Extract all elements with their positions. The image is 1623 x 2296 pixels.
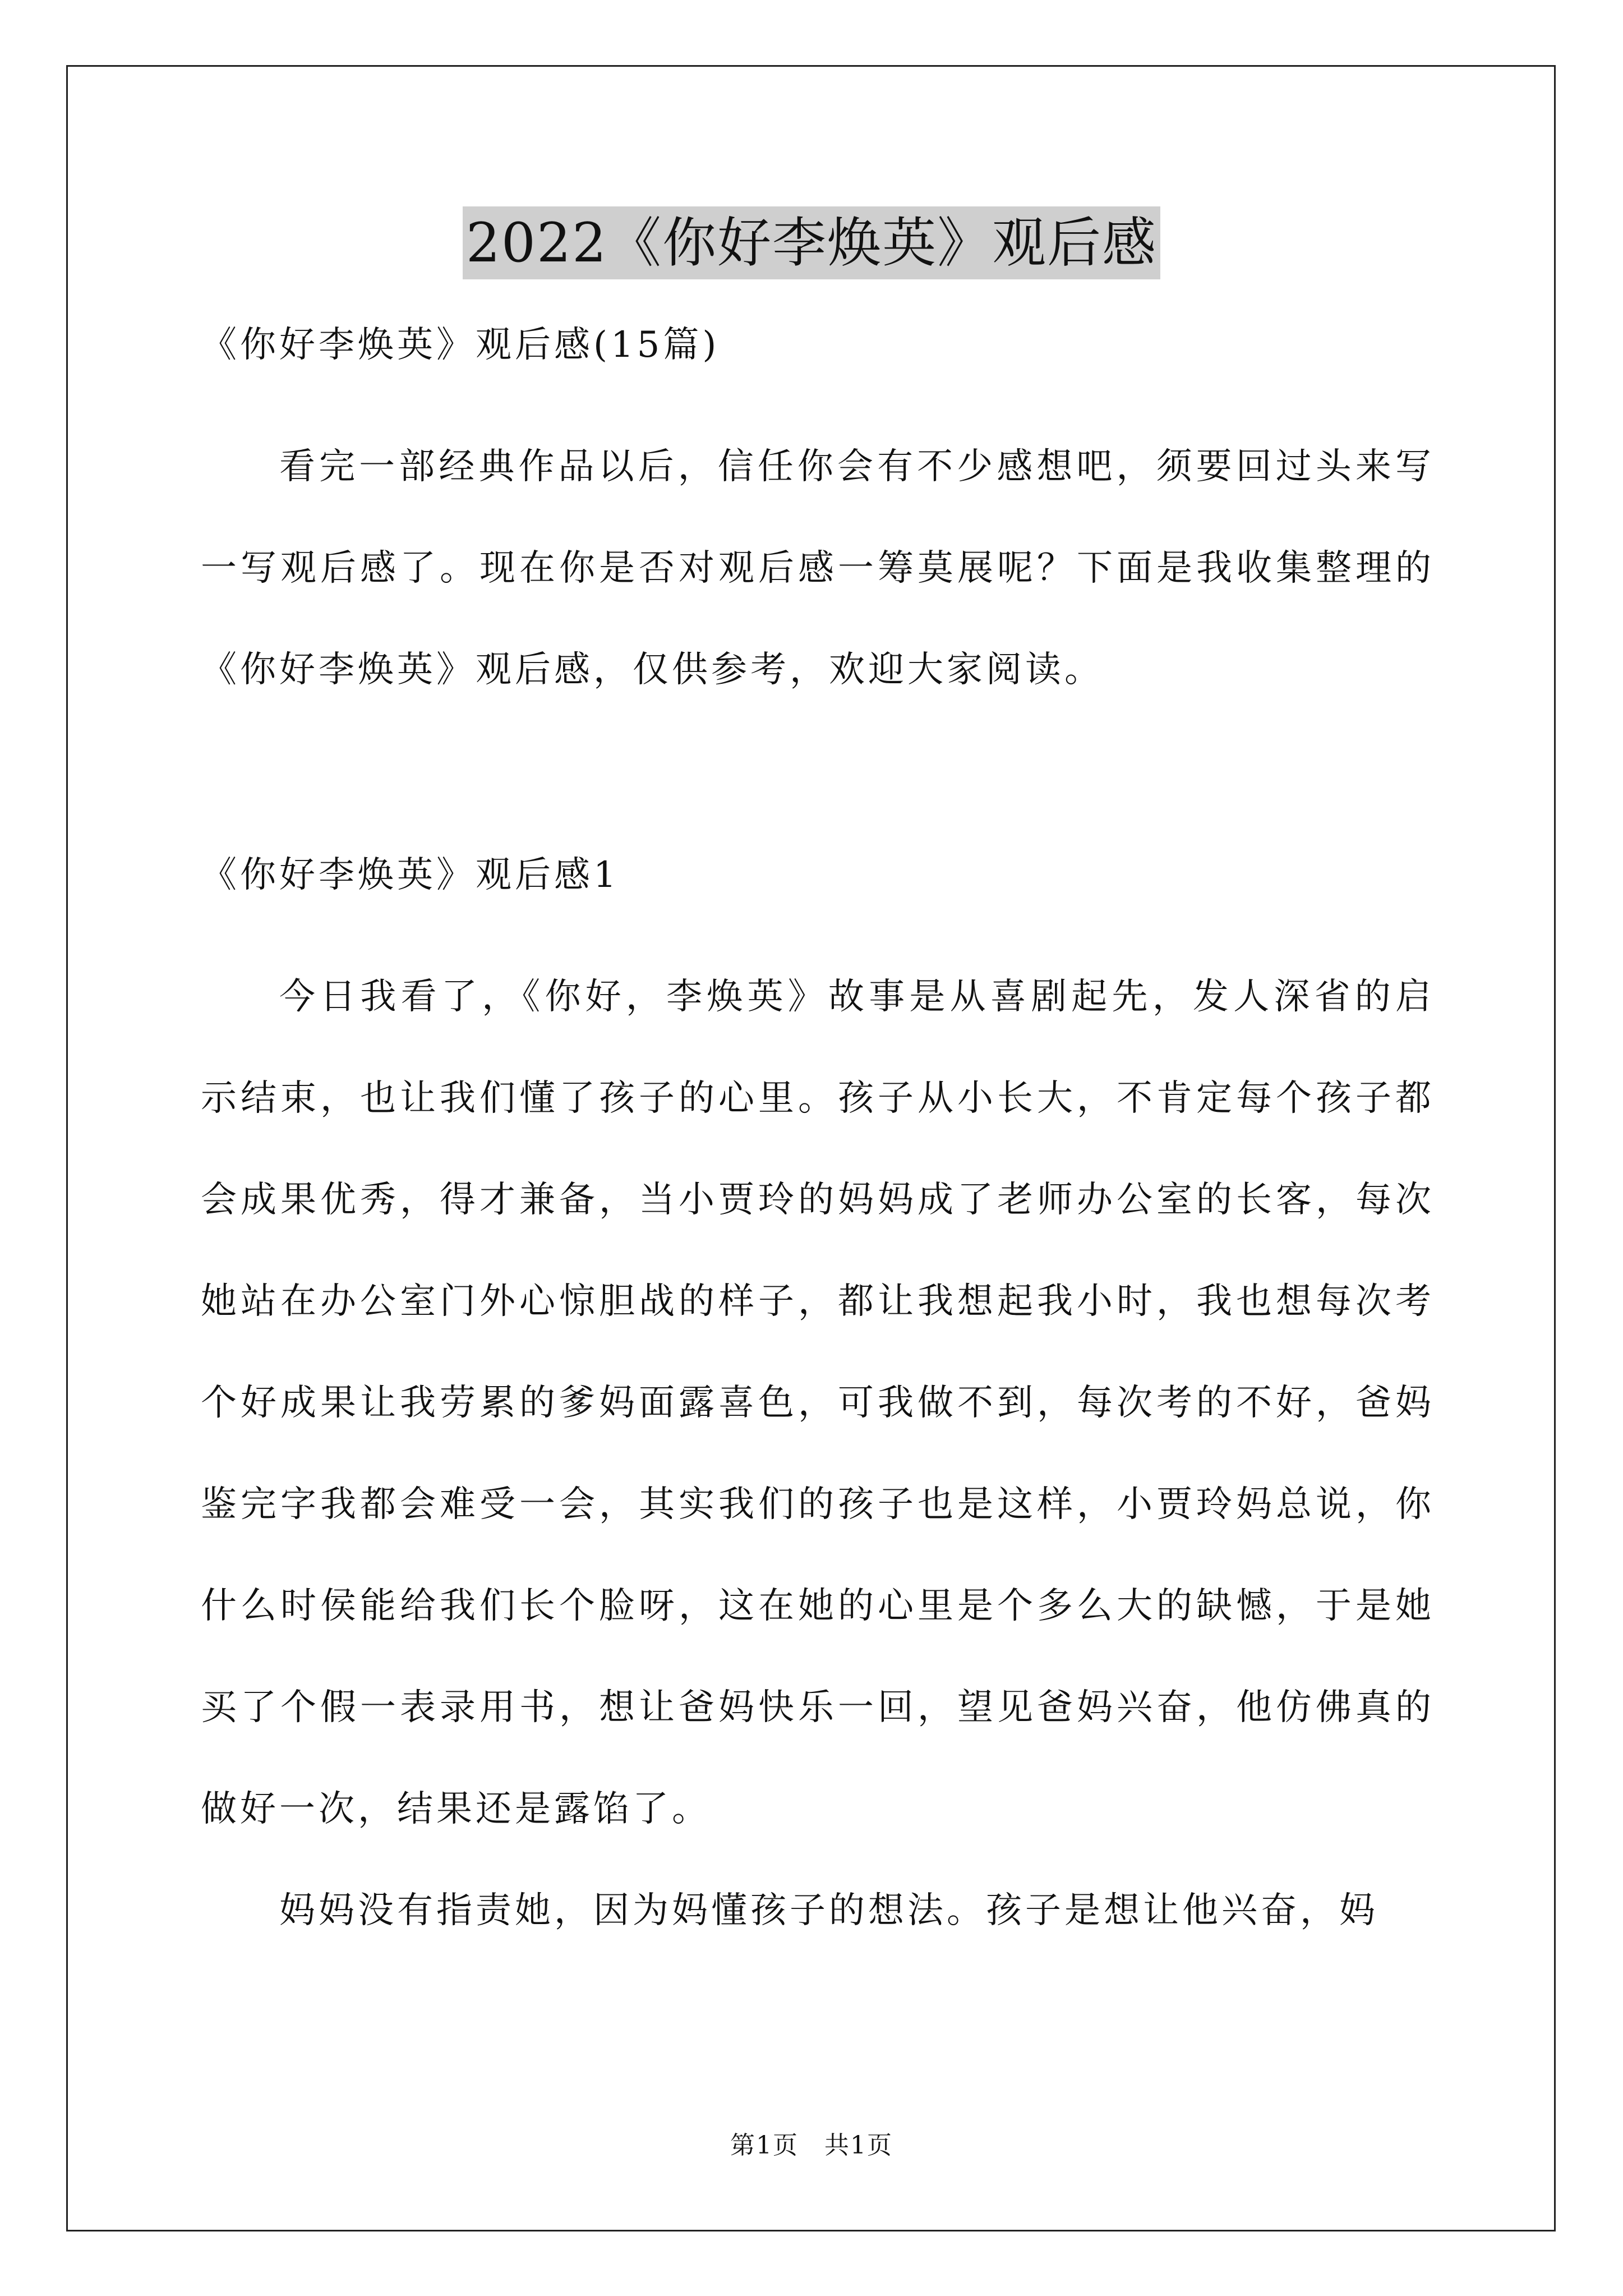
intro-paragraph: 看完一部经典作品以后，信任你会有不少感想吧，须要回过头来写一写观后感了。现在你是否对观后感一筹莫展呢？下面是我收集整理的《你好李焕英》观后感，仅供参考，欢迎大家阅读。 [201, 446, 1435, 691]
document-body [201, 311, 1435, 1962]
body-paragraph: 妈妈没有指责她，因为妈懂孩子的想法。孩子是想让他兴奋，妈 [279, 1890, 1378, 1931]
section-heading: 《你好李焕英》观后感1 [201, 854, 620, 896]
page-footer: 第1页 共1页 [730, 2131, 893, 2160]
body-paragraph: 今日我看了，《你好，李焕英》故事是从喜剧起先，发人深省的启示结束，也让我们懂了孩子的心里。孩子从小长大，不肯定每个孩子都会成果优秀，得才兼备，当小贾玲的妈妈成了老师办公室的长客，每次她站在办公室门外心惊胆战的样子，都让我想起我小时，我也想每次考个好成果让我劳累的爹妈面露喜色，可我做不到，每次考的不好，爸妈鉴完字我都会难受一会，其实我们的孩子也是这样，小贾玲妈总说，你什么时侯能给我们长个脸呀，这在她的心里是个多么大的缺憾，于是她买了个假一表录用书，想让爸妈快乐一回，望见爸妈兴奋，他仿佛真的做好一次，结果还是露馅了。 [201, 976, 1435, 1830]
title-container [0, 206, 1623, 279]
document-subtitle: 《你好李焕英》观后感(15篇) [201, 324, 720, 366]
document-title: 2022《你好李焕英》观后感 [463, 206, 1160, 279]
